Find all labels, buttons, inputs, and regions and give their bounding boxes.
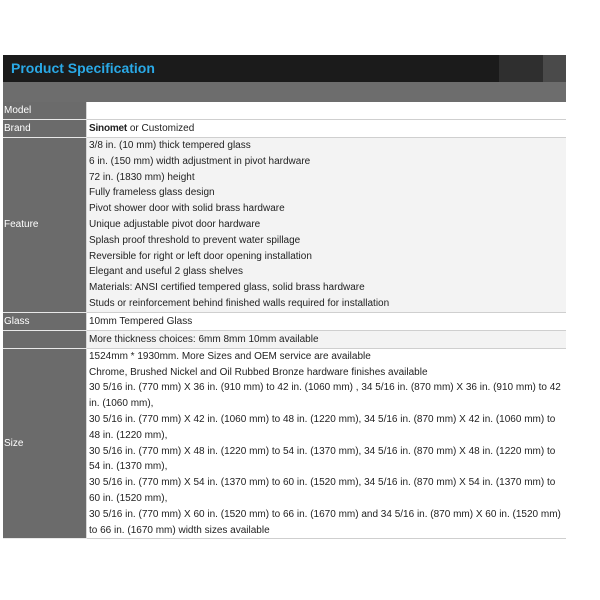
table-row-brand	[3, 120, 566, 138]
feature-line: Splash proof threshold to prevent water spillage	[89, 234, 301, 246]
row-label-brand: Brand	[3, 120, 87, 138]
row-value-size	[87, 348, 567, 539]
size-line: 30 5/16 in. (770 mm) X 48 in. (1220 mm) to 54 in. (1370 mm), 34 5/16 in. (870 mm) X 48 in. (1220 mm) to 54 in. (1370 mm),	[89, 445, 556, 473]
row-value-glass: 10mm Tempered Glass	[87, 312, 567, 330]
feature-line: 3/8 in. (10 mm) thick tempered glass	[89, 140, 251, 151]
header-sub-bar	[3, 82, 566, 102]
feature-line: Pivot shower door with solid brass hardware	[89, 203, 285, 215]
row-label-thickness	[3, 330, 87, 348]
feature-line: 6 in. (150 mm) width adjustment in pivot hardware	[89, 155, 311, 167]
row-value-thickness: More thickness choices: 6mm 8mm 10mm available	[87, 330, 567, 348]
feature-line: Materials: ANSI certified tempered glass, solid brass hardware	[89, 282, 365, 294]
size-line: 30 5/16 in. (770 mm) X 42 in. (1060 mm) to 48 in. (1220 mm), 34 5/16 in. (870 mm) X 42 in. (1060 mm) to 48 in. (1220 mm),	[89, 413, 556, 441]
row-value-feature	[87, 138, 567, 313]
row-label-feature: Feature	[3, 138, 87, 313]
row-value-brand	[87, 120, 567, 138]
feature-line: Fully frameless glass design	[89, 187, 215, 199]
table-row-glass	[3, 312, 566, 330]
feature-line: Unique adjustable pivot door hardware	[89, 218, 261, 230]
row-label-glass: Glass	[3, 312, 87, 330]
spec-header-bar	[3, 55, 566, 82]
size-line: 30 5/16 in. (770 mm) X 54 in. (1370 mm) to 60 in. (1520 mm), 34 5/16 in. (870 mm) X 54 in. (1370 mm) to 60 in. (1520 mm),	[89, 477, 556, 504]
feature-line: Elegant and useful 2 glass shelves	[89, 266, 243, 278]
brand-suffix: or Customized	[127, 123, 195, 134]
size-line: 1524mm * 1930mm. More Sizes and OEM service are available	[89, 350, 371, 362]
table-row-thickness	[3, 330, 566, 348]
feature-line: Reversible for right or left door opening installation	[89, 250, 312, 262]
header-accent-block	[499, 55, 543, 82]
spec-table	[3, 102, 566, 539]
table-row-model	[3, 102, 566, 120]
table-row-feature	[3, 138, 566, 313]
feature-line: 72 in. (1830 mm) height	[89, 171, 195, 183]
feature-line: Studs or reinforcement behind finished walls required for installation	[89, 297, 390, 309]
brand-name: Sinomet	[89, 123, 128, 134]
row-value-model	[87, 102, 567, 120]
size-line: 30 5/16 in. (770 mm) X 60 in. (1520 mm) to 66 in. (1670 mm) and 34 5/16 in. (870 mm) X 60 in. (1520 mm) to 66 in. (1670 mm) width sizes available	[89, 508, 561, 536]
table-row-size	[3, 348, 566, 539]
row-label-size: Size	[3, 348, 87, 539]
page-title: Product Specification	[11, 60, 155, 76]
row-label-model: Model	[3, 102, 87, 120]
size-line: Chrome, Brushed Nickel and Oil Rubbed Bronze hardware finishes available	[89, 366, 428, 378]
size-line: 30 5/16 in. (770 mm) X 36 in. (910 mm) to 42 in. (1060 mm) , 34 5/16 in. (870 mm) X 36 in. (910 mm) to 42 in. (1060 mm),	[89, 382, 561, 410]
header-accent-block-light	[543, 55, 566, 82]
